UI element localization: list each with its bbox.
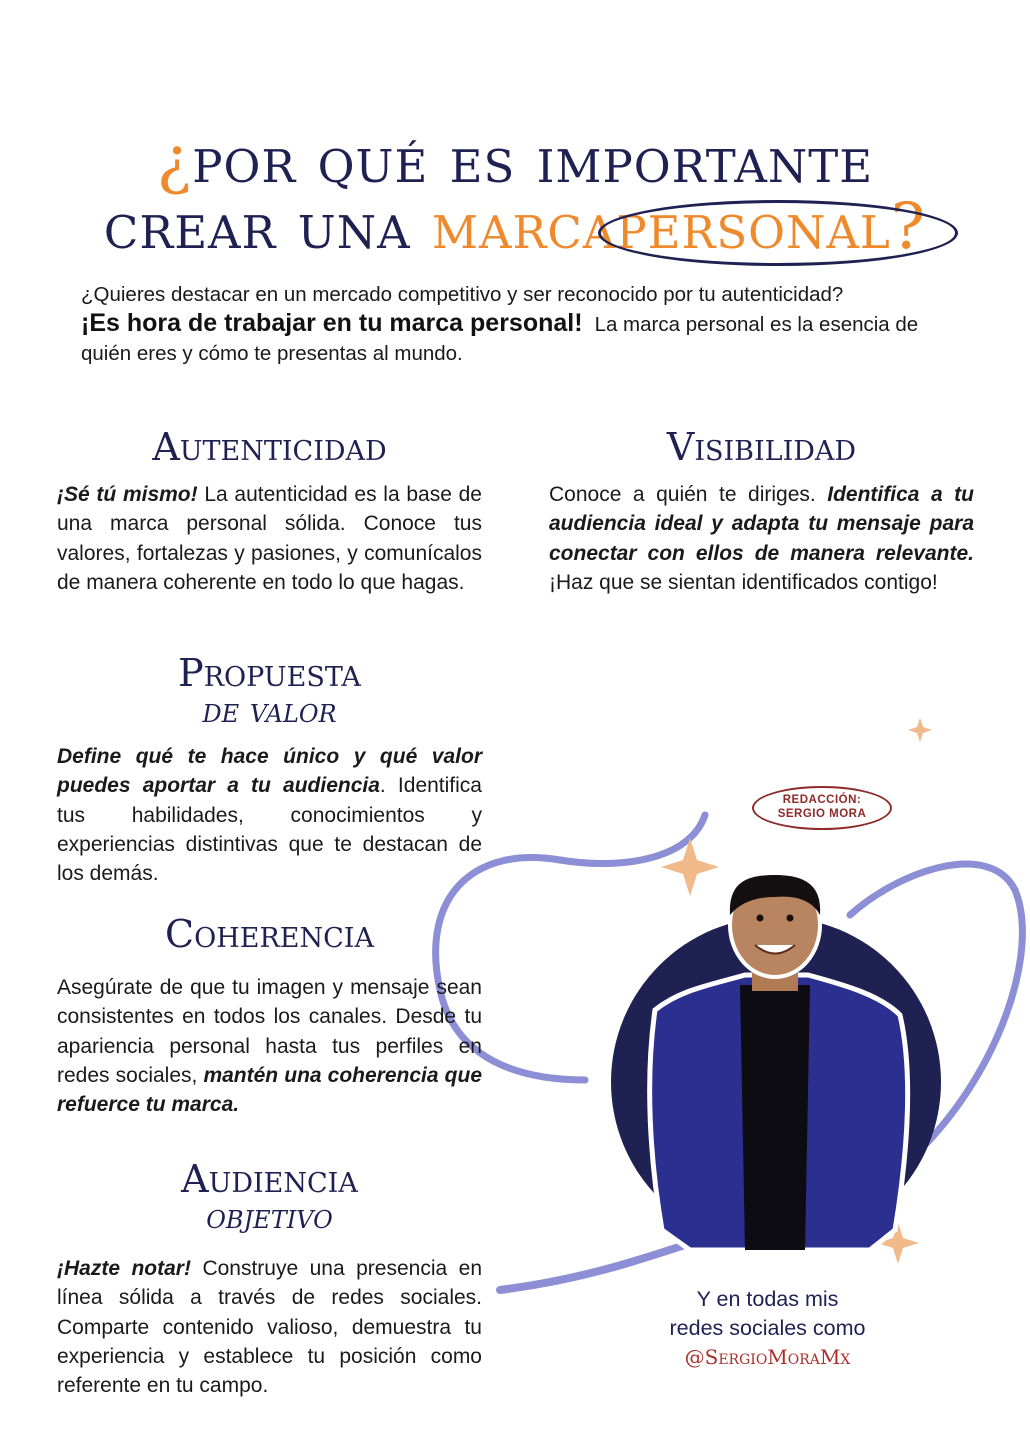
section-audiencia-objetivo: [57, 1157, 483, 1400]
sparkle-icon: [908, 718, 932, 742]
intro-lead: ¡Es hora de trabajar en tu marca personal!: [81, 309, 583, 337]
title-line-1-text: por qué es importante: [192, 124, 874, 198]
body-visibilidad: [549, 480, 974, 597]
intro-text: La marca personal es la esencia de quién eres y cómo te presentas al mundo.: [81, 313, 919, 365]
author-badge: [752, 786, 892, 830]
section-propuesta-de-valor: [57, 651, 482, 888]
body-coherencia: [57, 973, 482, 1119]
bold-audiencia: ¡Hazte notar!: [57, 1257, 191, 1280]
title-line-2: [0, 190, 1030, 264]
section-coherencia: [57, 912, 482, 1119]
bold-propuesta: Define qué te hace único y qué valor puedes aportar a tu audiencia: [57, 745, 482, 798]
text-visibilidad-b: ¡Haz que se sientan identificados contigo!: [549, 570, 938, 594]
text-audiencia: Construye una presencia en línea sólida a través de redes sociales. Comparte contenido valioso, demuestra tu experiencia y establece tu posición como referente en tu campo.: [57, 1257, 483, 1398]
body-autenticidad: [57, 480, 482, 597]
heading-propuesta-line-2: de valor: [202, 691, 337, 731]
title-question-mark-open: ¿: [156, 124, 193, 198]
body-propuesta: [57, 742, 482, 888]
bold-coherencia: mantén una coherencia que refuerce tu marca.: [57, 1063, 482, 1117]
heading-propuesta-line-1: Propuesta: [178, 651, 361, 695]
title-line-2-a: crear una: [103, 190, 411, 264]
portrait-photo: [650, 873, 908, 1250]
text-autenticidad: La autenticidad es la base de una marca personal sólida. Conoce tus valores, fortalezas y pasiones, y comunícalos de manera coherente en todo lo que hagas.: [57, 483, 482, 594]
heading-coherencia: Coherencia: [165, 912, 374, 956]
badge-line-1: REDACCIÓN:: [782, 794, 862, 806]
title-line-2-b: marca: [431, 190, 617, 264]
badge-line-2: SERGIO MORA: [777, 808, 867, 820]
text-propuesta: . Identifica tus habilidades, conocimientos y experiencias distintivas que te destacan de los demás.: [57, 774, 482, 886]
social-line-1: Y en todas mis: [696, 1287, 839, 1311]
heading-audiencia-line-1: Audiencia: [181, 1157, 358, 1201]
heading-audiencia-objetivo: [57, 1157, 482, 1237]
heading-autenticidad: Autenticidad: [152, 425, 387, 469]
section-visibilidad: [549, 425, 974, 597]
page-title: [0, 124, 1030, 264]
heading-propuesta-de-valor: [57, 651, 482, 731]
title-line-2-c: personal?: [616, 190, 927, 264]
title-oval-decoration: [598, 200, 958, 266]
text-coherencia: Asegúrate de que tu imagen y mensaje sean consistentes en todos los canales. Desde tu apariencia personal hasta tus perfiles en redes sociales,: [57, 976, 482, 1087]
social-line-2: redes sociales como: [669, 1316, 866, 1340]
sparkle-icon: [661, 838, 719, 896]
intro-paragraph: [81, 280, 961, 368]
section-autenticidad: [57, 425, 482, 597]
social-footer: [625, 1285, 910, 1372]
intro-question: ¿Quieres destacar en un mercado competitivo y ser reconocido por tu autenticidad?: [81, 283, 844, 306]
bold-visibilidad: Identifica a tu audiencia ideal y adapta tu mensaje para conectar con ellos de manera relevante.: [549, 483, 974, 565]
text-visibilidad-a: Conoce a quién te diriges.: [549, 483, 828, 506]
heading-visibilidad: Visibilidad: [666, 425, 857, 469]
social-handle-link[interactable]: @SergioMoraMx: [684, 1345, 851, 1369]
body-audiencia: [57, 1254, 482, 1400]
heading-audiencia-line-2: objetivo: [206, 1197, 333, 1237]
decorative-arc-bottom: [500, 1240, 700, 1290]
title-personal: [616, 190, 927, 264]
title-line-1: [0, 124, 1030, 198]
bold-autenticidad: ¡Sé tú mismo!: [57, 483, 198, 506]
